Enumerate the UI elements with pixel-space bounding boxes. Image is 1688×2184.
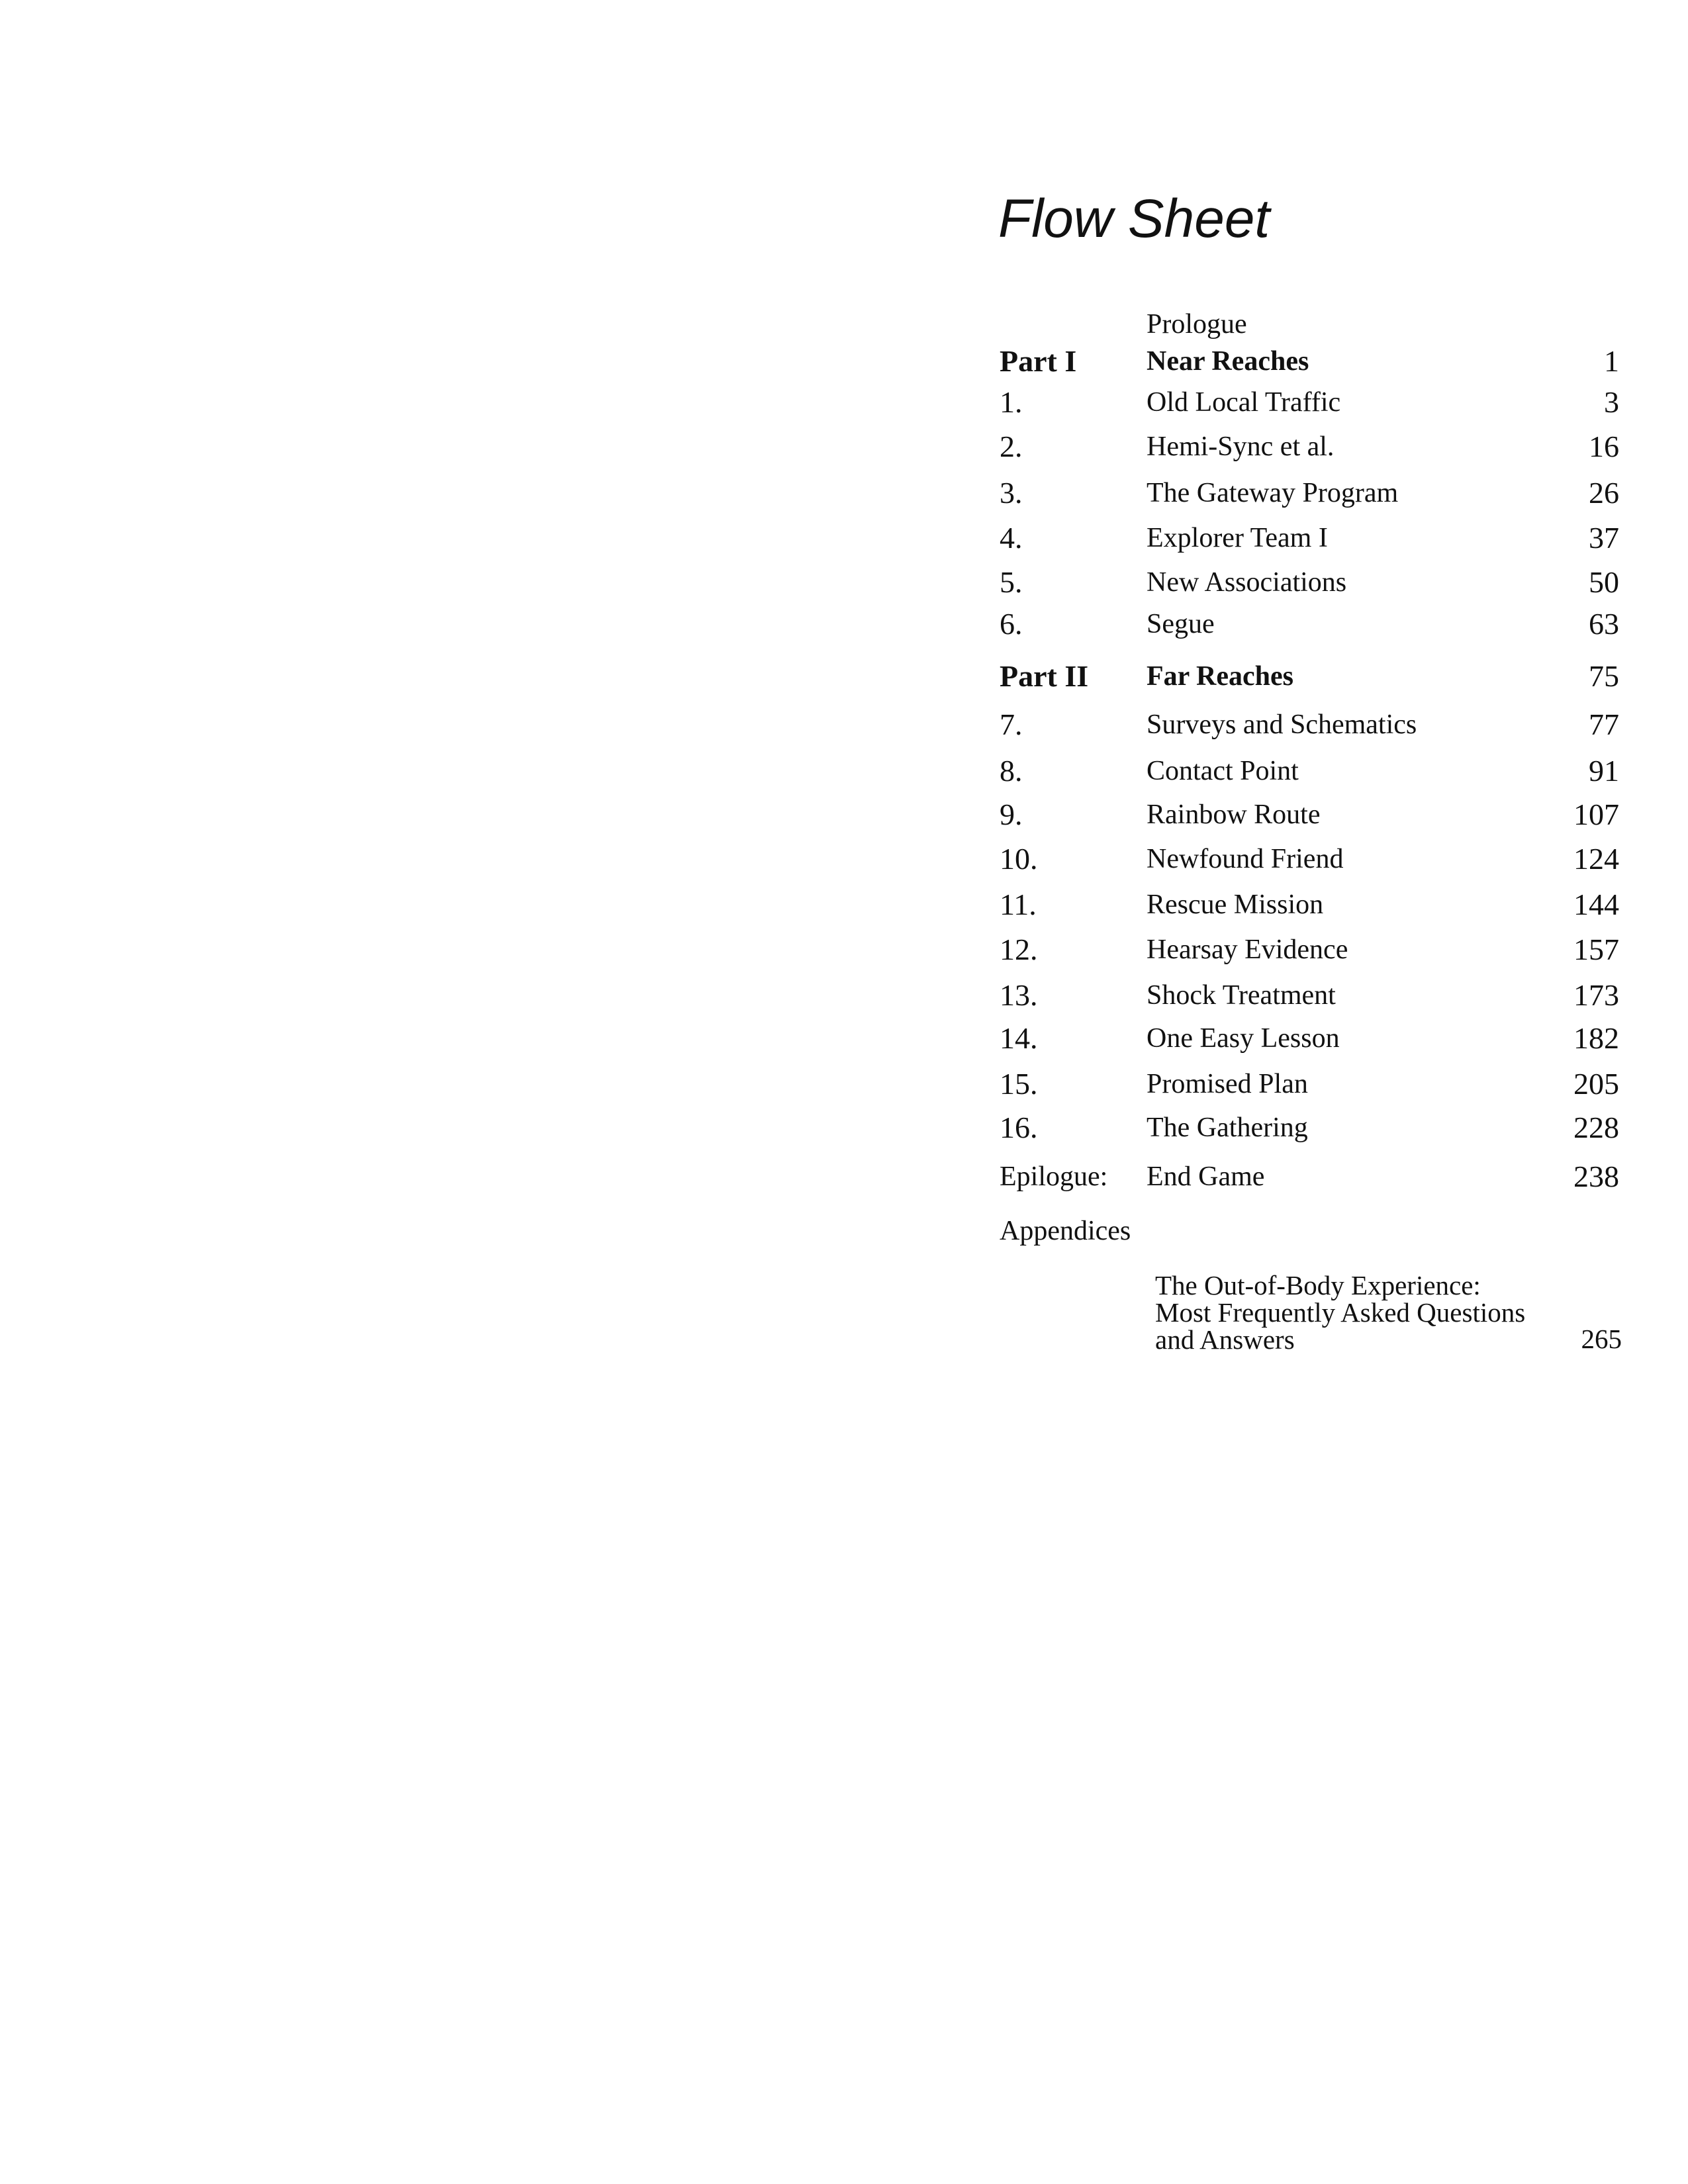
chapter-number: 10. — [1000, 842, 1038, 876]
chapter-title: Hearsay Evidence — [1147, 934, 1348, 965]
appendix-title-line: Most Frequently Asked Questions — [1155, 1297, 1526, 1328]
chapter-number: 12. — [1000, 933, 1038, 966]
toc-row — [0, 563, 1688, 602]
chapter-title: Segue — [1147, 609, 1215, 639]
toc-row-epilogue — [0, 1157, 1688, 1197]
toc-row — [0, 1108, 1688, 1148]
page-number: 182 — [1573, 1021, 1619, 1055]
chapter-number: 8. — [1000, 754, 1023, 788]
toc-row — [0, 930, 1688, 970]
toc-row — [0, 1064, 1688, 1104]
page-number: 77 — [1589, 707, 1619, 741]
chapter-number: 6. — [1000, 607, 1023, 641]
toc-row — [0, 473, 1688, 513]
appendix-page-number: 265 — [1581, 1324, 1622, 1354]
toc-row — [0, 839, 1688, 879]
appendix-title-line: and Answers — [1155, 1324, 1295, 1355]
page-number: 91 — [1589, 754, 1619, 788]
epilogue-label: Epilogue: — [1000, 1161, 1108, 1192]
toc-row — [0, 976, 1688, 1015]
page-number: 124 — [1573, 842, 1619, 876]
chapter-number: 2. — [1000, 430, 1023, 463]
chapter-number: 4. — [1000, 521, 1023, 555]
toc-row-part — [0, 341, 1688, 381]
chapter-title: Rescue Mission — [1147, 889, 1324, 920]
chapter-number: 5. — [1000, 565, 1023, 599]
page-number: 26 — [1589, 476, 1619, 510]
appendix-title-line: The Out-of-Body Experience: — [1155, 1270, 1481, 1300]
chapter-number: 13. — [1000, 978, 1038, 1012]
toc-row — [0, 518, 1688, 558]
chapter-title: Contact Point — [1147, 756, 1299, 786]
part-title: Far Reaches — [1147, 661, 1293, 692]
chapter-number: 3. — [1000, 476, 1023, 510]
page-number: 37 — [1589, 521, 1619, 555]
page-number: 50 — [1589, 565, 1619, 599]
page-number: 107 — [1573, 797, 1619, 831]
appendix-entry-title — [1155, 1272, 1525, 1353]
chapter-number: 9. — [1000, 797, 1023, 831]
page-number: 228 — [1573, 1111, 1619, 1144]
chapter-title: Promised Plan — [1147, 1069, 1308, 1099]
appendices-heading: Appendices — [1000, 1216, 1131, 1246]
chapter-title: Hemi-Sync et al. — [1147, 432, 1335, 462]
toc-row — [0, 604, 1688, 644]
chapter-title: Shock Treatment — [1147, 980, 1336, 1011]
page-number: 1 — [1604, 344, 1619, 378]
prologue-label: Prologue — [1147, 309, 1247, 340]
toc-row — [0, 751, 1688, 791]
toc-row — [0, 795, 1688, 835]
part-number: Part I — [1000, 344, 1077, 378]
part-title: Near Reaches — [1147, 346, 1309, 377]
page-number: 173 — [1573, 978, 1619, 1012]
toc-row — [0, 705, 1688, 745]
toc-row-part — [0, 657, 1688, 696]
page-title: Flow Sheet — [998, 189, 1270, 249]
chapter-title: The Gathering — [1147, 1113, 1308, 1143]
toc-row — [0, 427, 1688, 467]
toc-row — [0, 885, 1688, 925]
chapter-title: Rainbow Route — [1147, 799, 1321, 830]
chapter-number: 16. — [1000, 1111, 1038, 1144]
page-number: 3 — [1604, 385, 1619, 419]
toc-row — [0, 1019, 1688, 1058]
chapter-title: Newfound Friend — [1147, 844, 1344, 874]
chapter-number: 15. — [1000, 1067, 1038, 1101]
part-number: Part II — [1000, 659, 1089, 693]
chapter-title: One Easy Lesson — [1147, 1023, 1340, 1054]
page-number: 75 — [1589, 659, 1619, 693]
page-number: 238 — [1573, 1160, 1619, 1193]
page-number: 144 — [1573, 887, 1619, 921]
chapter-title: Old Local Traffic — [1147, 387, 1341, 418]
chapter-title: The Gateway Program — [1147, 478, 1399, 508]
chapter-number: 7. — [1000, 707, 1023, 741]
page-number: 205 — [1573, 1067, 1619, 1101]
chapter-number: 11. — [1000, 887, 1037, 921]
chapter-number: 14. — [1000, 1021, 1038, 1055]
chapter-number: 1. — [1000, 385, 1023, 419]
page-number: 16 — [1589, 430, 1619, 463]
toc-row — [0, 383, 1688, 422]
epilogue-title: End Game — [1147, 1161, 1265, 1192]
page-number: 63 — [1589, 607, 1619, 641]
page-number: 157 — [1573, 933, 1619, 966]
chapter-title: Surveys and Schematics — [1147, 709, 1417, 740]
chapter-title: New Associations — [1147, 567, 1347, 598]
chapter-title: Explorer Team I — [1147, 523, 1328, 553]
